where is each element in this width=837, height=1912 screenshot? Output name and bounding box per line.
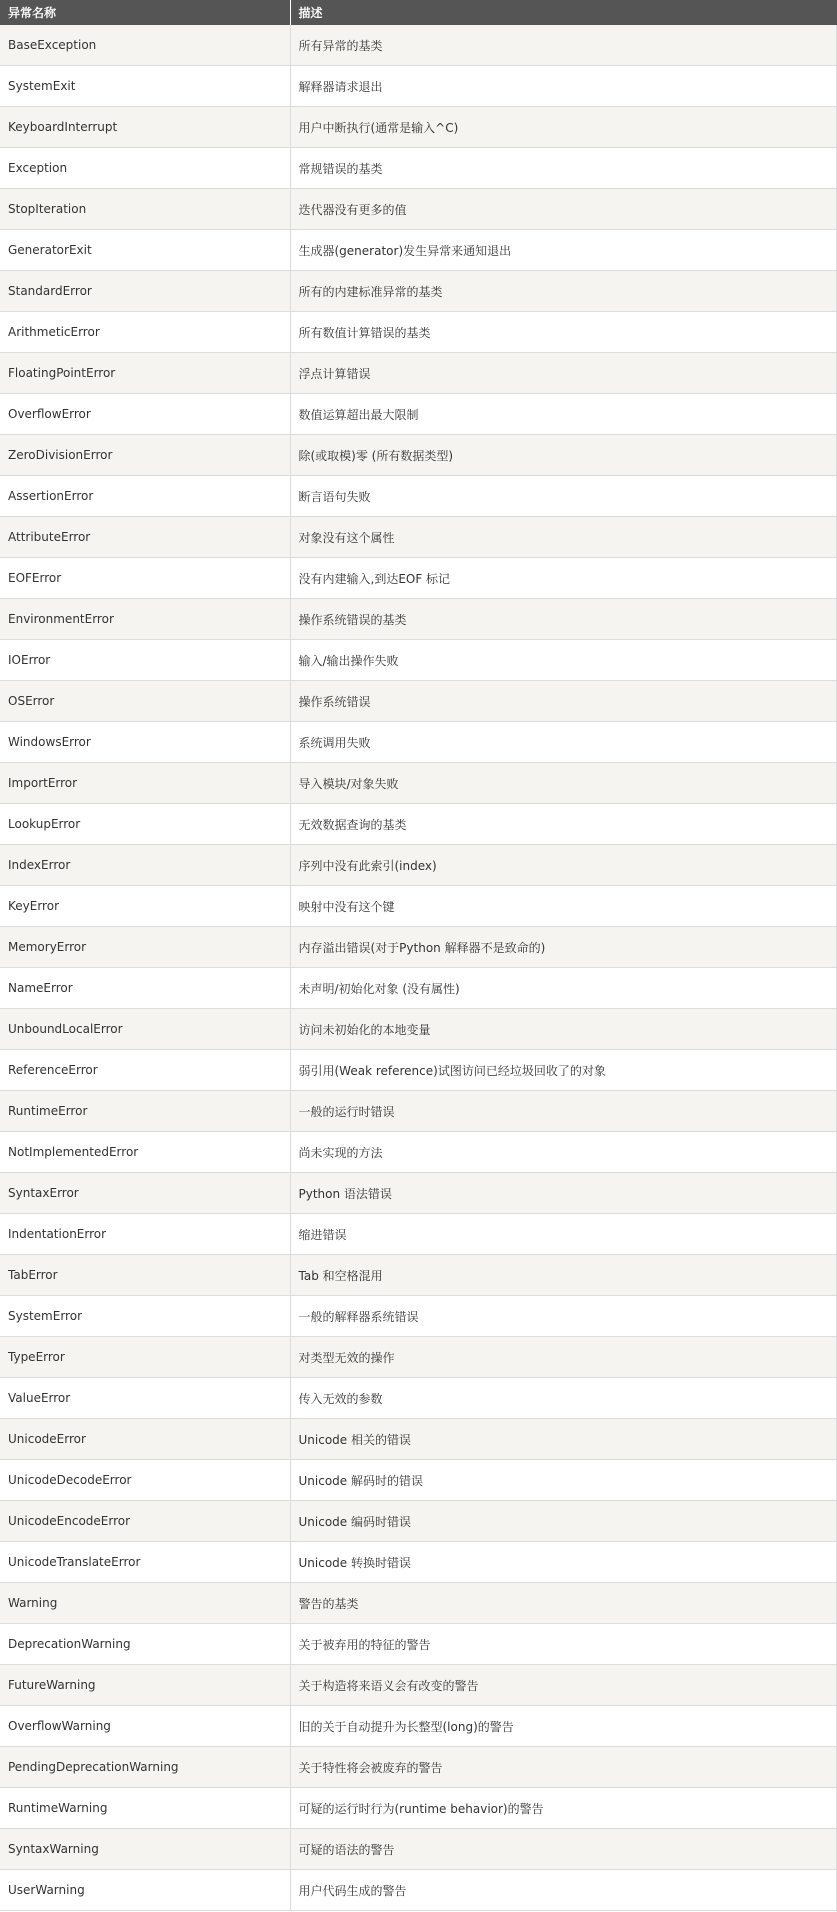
description-cell: 操作系统错误的基类 xyxy=(290,599,837,640)
exception-name-cell: NameError xyxy=(0,968,290,1009)
exception-name-cell: GeneratorExit xyxy=(0,230,290,271)
description-cell: 所有的内建标准异常的基类 xyxy=(290,271,837,312)
exception-name-cell: UnicodeError xyxy=(0,1419,290,1460)
exception-name-cell: SystemExit xyxy=(0,66,290,107)
table-row xyxy=(0,599,837,640)
table-row xyxy=(0,1501,837,1542)
table-row xyxy=(0,271,837,312)
table-row xyxy=(0,1050,837,1091)
exception-name-cell: OverflowWarning xyxy=(0,1706,290,1747)
table-row xyxy=(0,886,837,927)
description-cell: Unicode 解码时的错误 xyxy=(290,1460,837,1501)
exception-name-cell: FutureWarning xyxy=(0,1665,290,1706)
exception-name-cell: StandardError xyxy=(0,271,290,312)
table-row xyxy=(0,353,837,394)
exception-name-cell: DeprecationWarning xyxy=(0,1624,290,1665)
exception-name-cell: OSError xyxy=(0,681,290,722)
table-row xyxy=(0,517,837,558)
exception-name-cell: IOError xyxy=(0,640,290,681)
table-row xyxy=(0,722,837,763)
table-row xyxy=(0,312,837,353)
description-cell: 浮点计算错误 xyxy=(290,353,837,394)
table-row xyxy=(0,1214,837,1255)
exception-name-cell: PendingDeprecationWarning xyxy=(0,1747,290,1788)
description-cell: Python 语法错误 xyxy=(290,1173,837,1214)
description-cell: 弱引用(Weak reference)试图访问已经垃圾回收了的对象 xyxy=(290,1050,837,1091)
table-row xyxy=(0,1706,837,1747)
description-cell: 操作系统错误 xyxy=(290,681,837,722)
description-cell: 一般的运行时错误 xyxy=(290,1091,837,1132)
description-cell: 用户代码生成的警告 xyxy=(290,1870,837,1911)
table-row xyxy=(0,1296,837,1337)
description-cell: 解释器请求退出 xyxy=(290,66,837,107)
description-cell: 旧的关于自动提升为长整型(long)的警告 xyxy=(290,1706,837,1747)
description-cell: 系统调用失败 xyxy=(290,722,837,763)
table-row xyxy=(0,1091,837,1132)
table-row xyxy=(0,1665,837,1706)
description-cell: 可疑的语法的警告 xyxy=(290,1829,837,1870)
description-cell: Unicode 相关的错误 xyxy=(290,1419,837,1460)
description-cell: 映射中没有这个键 xyxy=(290,886,837,927)
exception-name-cell: MemoryError xyxy=(0,927,290,968)
description-cell: 断言语句失败 xyxy=(290,476,837,517)
description-cell: 所有数值计算错误的基类 xyxy=(290,312,837,353)
header-description: 描述 xyxy=(290,0,837,25)
description-cell: 输入/输出操作失败 xyxy=(290,640,837,681)
table-row xyxy=(0,1009,837,1050)
exception-name-cell: NotImplementedError xyxy=(0,1132,290,1173)
exception-name-cell: ArithmeticError xyxy=(0,312,290,353)
description-cell: 访问未初始化的本地变量 xyxy=(290,1009,837,1050)
exception-name-cell: ReferenceError xyxy=(0,1050,290,1091)
exception-name-cell: TabError xyxy=(0,1255,290,1296)
exception-name-cell: SyntaxWarning xyxy=(0,1829,290,1870)
table-row xyxy=(0,148,837,189)
table-row xyxy=(0,804,837,845)
exception-name-cell: WindowsError xyxy=(0,722,290,763)
exception-name-cell: BaseException xyxy=(0,25,290,66)
table-row xyxy=(0,107,837,148)
exception-name-cell: UserWarning xyxy=(0,1870,290,1911)
description-cell: 内存溢出错误(对于Python 解释器不是致命的) xyxy=(290,927,837,968)
description-cell: 数值运算超出最大限制 xyxy=(290,394,837,435)
exception-name-cell: UnicodeDecodeError xyxy=(0,1460,290,1501)
exception-name-cell: UnboundLocalError xyxy=(0,1009,290,1050)
table-row xyxy=(0,1829,837,1870)
description-cell: 关于特性将会被废弃的警告 xyxy=(290,1747,837,1788)
description-cell: 用户中断执行(通常是输入^C) xyxy=(290,107,837,148)
table-row xyxy=(0,1378,837,1419)
table-row xyxy=(0,476,837,517)
description-cell: Unicode 转换时错误 xyxy=(290,1542,837,1583)
table-row xyxy=(0,1132,837,1173)
exception-name-cell: Exception xyxy=(0,148,290,189)
exception-name-cell: EOFError xyxy=(0,558,290,599)
table-row xyxy=(0,640,837,681)
exception-name-cell: AssertionError xyxy=(0,476,290,517)
table-row xyxy=(0,763,837,804)
exception-name-cell: StopIteration xyxy=(0,189,290,230)
exception-name-cell: SyntaxError xyxy=(0,1173,290,1214)
table-row xyxy=(0,1788,837,1829)
table-row xyxy=(0,1419,837,1460)
table-row xyxy=(0,394,837,435)
table-row xyxy=(0,230,837,271)
table-row xyxy=(0,1583,837,1624)
header-exception-name: 异常名称 xyxy=(0,0,290,25)
description-cell: Unicode 编码时错误 xyxy=(290,1501,837,1542)
exception-name-cell: KeyError xyxy=(0,886,290,927)
exception-name-cell: SystemError xyxy=(0,1296,290,1337)
description-cell: 关于构造将来语义会有改变的警告 xyxy=(290,1665,837,1706)
description-cell: 没有内建输入,到达EOF 标记 xyxy=(290,558,837,599)
description-cell: 缩进错误 xyxy=(290,1214,837,1255)
table-row xyxy=(0,1337,837,1378)
description-cell: 导入模块/对象失败 xyxy=(290,763,837,804)
exception-name-cell: RuntimeError xyxy=(0,1091,290,1132)
description-cell: 可疑的运行时行为(runtime behavior)的警告 xyxy=(290,1788,837,1829)
table-row xyxy=(0,1542,837,1583)
table-row xyxy=(0,1747,837,1788)
description-cell: 除(或取模)零 (所有数据类型) xyxy=(290,435,837,476)
exception-name-cell: OverflowError xyxy=(0,394,290,435)
exception-name-cell: KeyboardInterrupt xyxy=(0,107,290,148)
exception-name-cell: LookupError xyxy=(0,804,290,845)
description-cell: 一般的解释器系统错误 xyxy=(290,1296,837,1337)
table-row xyxy=(0,66,837,107)
description-cell: 序列中没有此索引(index) xyxy=(290,845,837,886)
table-row xyxy=(0,681,837,722)
description-cell: 无效数据查询的基类 xyxy=(290,804,837,845)
exception-name-cell: ZeroDivisionError xyxy=(0,435,290,476)
table-row xyxy=(0,189,837,230)
description-cell: 警告的基类 xyxy=(290,1583,837,1624)
description-cell: 常规错误的基类 xyxy=(290,148,837,189)
description-cell: 对类型无效的操作 xyxy=(290,1337,837,1378)
exception-name-cell: EnvironmentError xyxy=(0,599,290,640)
table-row xyxy=(0,845,837,886)
description-cell: 所有异常的基类 xyxy=(290,25,837,66)
table-row xyxy=(0,1173,837,1214)
description-cell: Tab 和空格混用 xyxy=(290,1255,837,1296)
table-row xyxy=(0,558,837,599)
table-row xyxy=(0,968,837,1009)
table-row xyxy=(0,25,837,66)
exception-name-cell: TypeError xyxy=(0,1337,290,1378)
description-cell: 尚未实现的方法 xyxy=(290,1132,837,1173)
table-row xyxy=(0,1624,837,1665)
table-header-row xyxy=(0,0,837,25)
exception-name-cell: ValueError xyxy=(0,1378,290,1419)
table-row xyxy=(0,927,837,968)
exception-name-cell: AttributeError xyxy=(0,517,290,558)
table-row xyxy=(0,1255,837,1296)
description-cell: 未声明/初始化对象 (没有属性) xyxy=(290,968,837,1009)
exception-name-cell: RuntimeWarning xyxy=(0,1788,290,1829)
exception-name-cell: FloatingPointError xyxy=(0,353,290,394)
description-cell: 迭代器没有更多的值 xyxy=(290,189,837,230)
table-row xyxy=(0,1460,837,1501)
exception-name-cell: ImportError xyxy=(0,763,290,804)
description-cell: 对象没有这个属性 xyxy=(290,517,837,558)
table-row xyxy=(0,435,837,476)
exception-name-cell: UnicodeTranslateError xyxy=(0,1542,290,1583)
description-cell: 传入无效的参数 xyxy=(290,1378,837,1419)
exception-name-cell: UnicodeEncodeError xyxy=(0,1501,290,1542)
table-row xyxy=(0,1870,837,1911)
table-body xyxy=(0,25,837,1911)
description-cell: 生成器(generator)发生异常来通知退出 xyxy=(290,230,837,271)
exception-name-cell: IndexError xyxy=(0,845,290,886)
description-cell: 关于被弃用的特征的警告 xyxy=(290,1624,837,1665)
exception-name-cell: Warning xyxy=(0,1583,290,1624)
exception-name-cell: IndentationError xyxy=(0,1214,290,1255)
